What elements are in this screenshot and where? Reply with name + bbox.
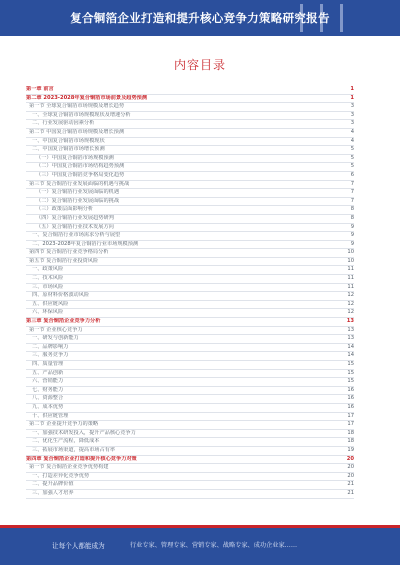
toc-entry-page: 20 (347, 464, 354, 471)
toc-entry-page: 4 (350, 128, 354, 135)
toc-entry-row[interactable] (26, 473, 354, 482)
toc-entry-title: 七、财务能力 (32, 386, 64, 393)
toc-entry-title: 第三节 复合铜箔行业发展面临的机遇与挑战 (29, 180, 130, 187)
footer-accent-bar (0, 525, 400, 528)
table-of-contents (26, 86, 354, 499)
toc-entry-page: 14 (347, 343, 354, 350)
toc-chapter-row[interactable] (26, 95, 354, 104)
toc-heading: 内容目录 (173, 58, 226, 72)
toc-entry-page: 12 (347, 300, 354, 307)
toc-entry-row[interactable] (26, 138, 354, 147)
toc-entry-row[interactable] (26, 447, 354, 456)
toc-entry-row[interactable] (26, 249, 354, 258)
toc-entry-row[interactable] (26, 198, 354, 207)
toc-entry-title: 八、资源整合 (32, 395, 64, 402)
toc-entry-page: 5 (350, 154, 354, 161)
toc-entry-row[interactable] (26, 292, 354, 301)
toc-entry-title: （四）复合铜箔行业发展趋势研判 (36, 214, 114, 221)
toc-entry-row[interactable] (26, 421, 354, 430)
toc-entry-title: 第一节 企业核心竞争力 (29, 326, 83, 333)
toc-entry-title: 第一章 前言 (26, 86, 54, 92)
toc-entry-title: 三、服务竞争力 (32, 352, 69, 359)
toc-entry-row[interactable] (26, 395, 354, 404)
toc-entry-title: 一、复合铜箔行业市场需求分析与展望 (32, 232, 121, 239)
toc-entry-row[interactable] (26, 103, 354, 112)
toc-entry-title: 六、营销能力 (32, 378, 64, 385)
toc-entry-title: 九、成本优势 (32, 403, 64, 410)
toc-entry-row[interactable] (26, 352, 354, 361)
toc-entry-title: 一、中国复合铜箔市场规模现状 (32, 137, 105, 144)
toc-entry-title: 二、行业发展驱动因素分析 (32, 120, 95, 127)
toc-entry-title: 十、供应链管理 (32, 412, 69, 419)
toc-entry-row[interactable] (26, 155, 354, 164)
toc-entry-page: 16 (347, 395, 354, 402)
toc-entry-page: 11 (347, 275, 354, 282)
toc-chapter-row[interactable] (26, 318, 354, 327)
toc-entry-title: 一、全球复合铜箔市场规模现状及增速分析 (32, 111, 131, 118)
toc-entry-title: （二）中国复合铜箔市场结构趋势预测 (36, 163, 125, 170)
toc-entry-page: 1 (350, 86, 354, 92)
toc-entry-row[interactable] (26, 344, 354, 353)
toc-entry-title: 三、加强人才培养 (32, 489, 74, 496)
toc-entry-page: 3 (350, 120, 354, 127)
toc-entry-page: 13 (347, 335, 354, 342)
toc-entry-page: 3 (350, 111, 354, 118)
toc-entry-page: 16 (347, 403, 354, 410)
toc-entry-title: 二、中国复合铜箔市场增长预测 (32, 146, 105, 153)
toc-entry-title: 二、优化生产流程，降低成本 (32, 438, 100, 445)
toc-entry-title: 一、打造差异化竞争优势 (32, 472, 90, 479)
toc-entry-row[interactable] (26, 438, 354, 447)
toc-entry-row[interactable] (26, 378, 354, 387)
toc-entry-title: 三、拓展市场渠道，提高市场占有率 (32, 446, 116, 453)
toc-entry-page: 21 (347, 489, 354, 496)
toc-entry-page: 11 (347, 266, 354, 273)
toc-entry-row[interactable] (26, 284, 354, 293)
toc-entry-page: 5 (350, 163, 354, 170)
toc-entry-page: 9 (350, 240, 354, 247)
toc-entry-page: 3 (350, 103, 354, 110)
report-title: 复合铜箔企业打造和提升核心竞争力策略研究报告 (70, 11, 330, 25)
toc-entry-page: 14 (347, 352, 354, 359)
toc-entry-row[interactable] (26, 189, 354, 198)
toc-entry-page: 9 (350, 232, 354, 239)
toc-entry-row[interactable] (26, 129, 354, 138)
toc-entry-row[interactable] (26, 224, 354, 233)
toc-entry-row[interactable] (26, 206, 354, 215)
toc-entry-page: 8 (350, 214, 354, 221)
toc-chapter-row[interactable] (26, 86, 354, 95)
toc-entry-row[interactable] (26, 387, 354, 396)
toc-entry-title: 五、供应链风险 (32, 300, 69, 307)
toc-entry-row[interactable] (26, 266, 354, 275)
toc-entry-title: 第二章 2023-2028年复合铜箔市场前景及趋势预测 (26, 94, 148, 101)
toc-entry-page: 19 (347, 446, 354, 453)
toc-entry-row[interactable] (26, 215, 354, 224)
toc-entry-row[interactable] (26, 481, 354, 490)
toc-entry-row[interactable] (26, 172, 354, 181)
toc-entry-title: 四、原材料价格波动风险 (32, 292, 90, 299)
toc-entry-page: 9 (350, 223, 354, 230)
toc-entry-title: （一）中国复合铜箔市场规模预测 (36, 154, 114, 161)
toc-entry-title: （五）复合铜箔行业技术发展方向 (36, 223, 114, 230)
toc-entry-title: 第三章 复合铜箔企业竞争力分析 (26, 318, 101, 325)
toc-entry-page: 12 (347, 292, 354, 299)
toc-entry-row[interactable] (26, 370, 354, 379)
toc-entry-row[interactable] (26, 327, 354, 336)
toc-entry-row[interactable] (26, 241, 354, 250)
toc-entry-page: 8 (350, 206, 354, 213)
toc-entry-row[interactable] (26, 120, 354, 129)
toc-entry-page: 6 (350, 171, 354, 178)
toc-entry-row[interactable] (26, 490, 354, 499)
toc-entry-row[interactable] (26, 232, 354, 241)
toc-entry-row[interactable] (26, 146, 354, 155)
toc-entry-title: 第二节 中国复合铜箔市场规模及增长预测 (29, 128, 125, 135)
toc-chapter-row[interactable] (26, 456, 354, 465)
toc-entry-title: 一、研发与创新能力 (32, 335, 79, 342)
toc-entry-title: 一、加强技术研发投入，提升产品核心竞争力 (32, 429, 136, 436)
toc-entry-page: 15 (347, 369, 354, 376)
toc-entry-title: 二、提升品牌价值 (32, 481, 74, 488)
footer-tagline: 行业专家、管理专家、营销专家、战略专家、成功企业家…… (130, 542, 298, 549)
toc-entry-row[interactable] (26, 112, 354, 121)
toc-entry-title: 第二节 企业提升竞争力的策略 (29, 421, 99, 428)
toc-entry-title: （二）复合铜箔行业发展面临的挑战 (36, 197, 120, 204)
toc-entry-page: 12 (347, 309, 354, 316)
toc-entry-page: 20 (347, 472, 354, 479)
toc-entry-title: 五、产品创新 (32, 369, 64, 376)
toc-entry-page: 5 (350, 146, 354, 153)
toc-entry-page: 7 (350, 180, 354, 187)
toc-entry-page: 7 (350, 197, 354, 204)
toc-entry-title: （一）复合铜箔行业发展面临的机遇 (36, 189, 120, 196)
toc-entry-title: 二、技术风险 (32, 275, 64, 282)
toc-entry-row[interactable] (26, 430, 354, 439)
toc-entry-row[interactable] (26, 258, 354, 267)
toc-entry-title: 第五节 复合铜箔行业投资风险 (29, 257, 99, 264)
toc-entry-page: 7 (350, 189, 354, 196)
toc-entry-row[interactable] (26, 464, 354, 473)
toc-entry-page: 17 (347, 421, 354, 428)
toc-entry-row[interactable] (26, 335, 354, 344)
toc-entry-page: 13 (347, 326, 354, 333)
toc-entry-title: 第四节 复合铜箔行业竞争格局分析 (29, 249, 109, 256)
report-footer (0, 525, 400, 565)
toc-entry-title: （三）中国复合铜箔竞争格局变化趋势 (36, 171, 125, 178)
toc-entry-page: 15 (347, 378, 354, 385)
toc-entry-title: 二、品牌影响力 (32, 343, 69, 350)
toc-entry-title: 二、2023-2028年复合铜箔行业市场规模预测 (32, 240, 139, 247)
report-header (0, 0, 400, 36)
toc-entry-page: 13 (346, 318, 354, 325)
toc-entry-page: 18 (347, 429, 354, 436)
toc-entry-page: 18 (347, 438, 354, 445)
toc-entry-title: 第一节 复合铜箔企业竞争优势构建 (29, 464, 109, 471)
toc-entry-row[interactable] (26, 404, 354, 413)
footer-brand: 让每个人都能成为 (52, 542, 105, 550)
toc-entry-row[interactable] (26, 309, 354, 318)
toc-entry-row[interactable] (26, 181, 354, 190)
toc-entry-title: 一、政策风险 (32, 266, 64, 273)
toc-entry-page: 10 (347, 257, 354, 264)
toc-entry-row[interactable] (26, 275, 354, 284)
toc-entry-title: 三、市场风险 (32, 283, 64, 290)
toc-entry-title: 四、质量管理 (32, 361, 64, 367)
toc-entry-page: 16 (347, 386, 354, 393)
toc-entry-title: 第四章 复合铜箔企业打造和提升核心竞争力对策 (26, 455, 137, 462)
toc-entry-page: 10 (347, 249, 354, 256)
toc-entry-title: （三）政策层面影响分析 (36, 206, 94, 213)
toc-entry-row[interactable] (26, 301, 354, 310)
toc-entry-page: 4 (350, 137, 354, 144)
toc-entry-row[interactable] (26, 361, 354, 370)
toc-entry-row[interactable] (26, 163, 354, 172)
toc-entry-page: 17 (347, 412, 354, 419)
toc-entry-page: 21 (347, 481, 354, 488)
toc-entry-page: 20 (346, 455, 354, 462)
toc-entry-title: 六、环保风险 (32, 309, 64, 316)
toc-entry-page: 15 (347, 361, 354, 367)
toc-entry-page: 11 (347, 283, 354, 290)
toc-entry-title: 第一节 全球复合铜箔市场规模及增长趋势 (29, 103, 125, 110)
toc-entry-page: 1 (350, 94, 354, 101)
toc-entry-row[interactable] (26, 413, 354, 422)
